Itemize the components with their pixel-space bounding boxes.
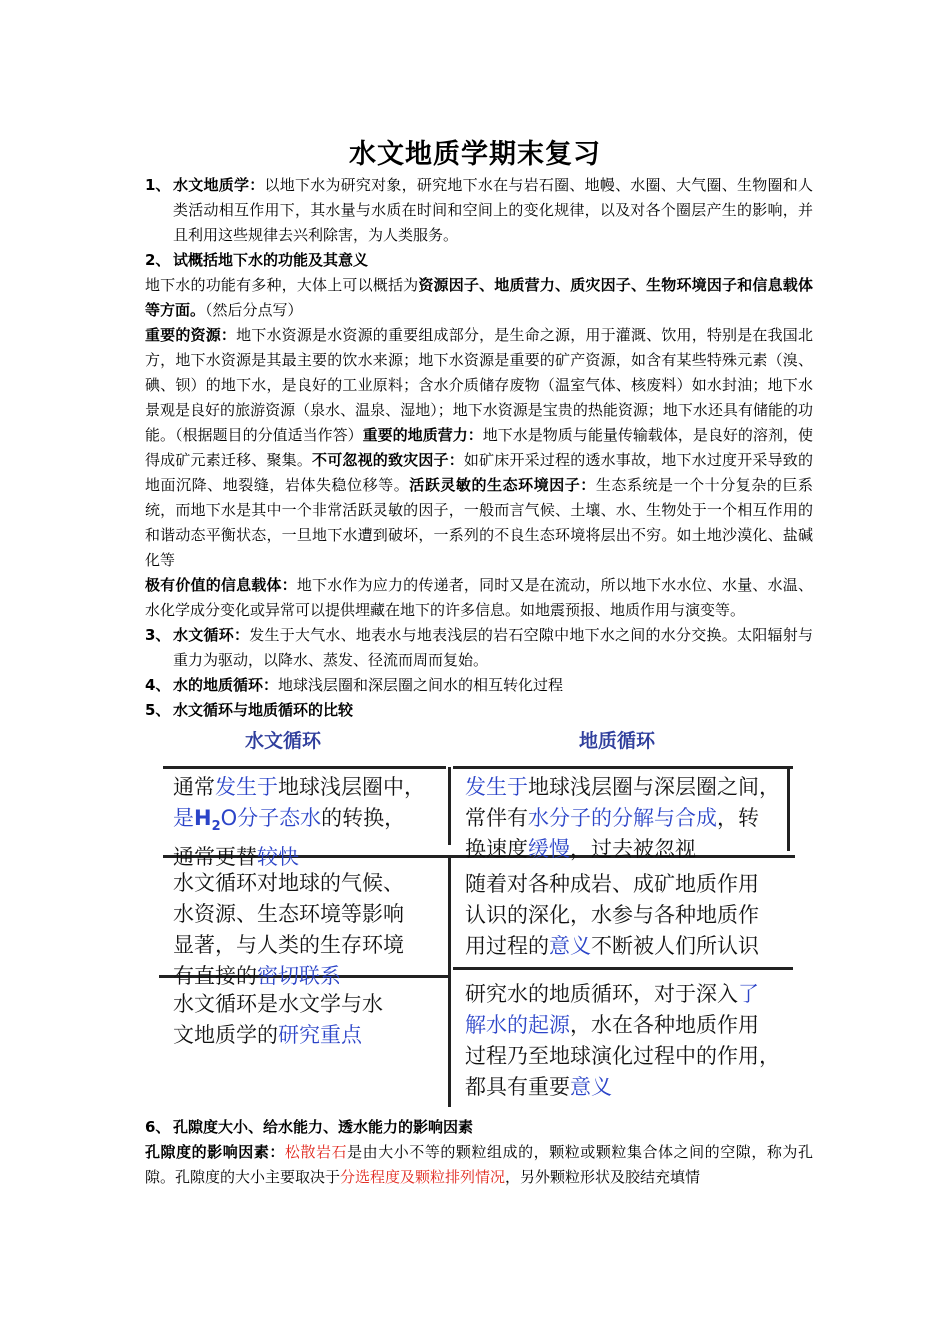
porosity-text: ，另外颗粒形状及胶结充填情 <box>505 1168 701 1186</box>
cell-text: 不断被人们所认识 <box>591 934 759 958</box>
section-label: 水文地质学： <box>173 176 265 194</box>
cell-text: 文地质学的 <box>173 1023 278 1047</box>
section-heading: 水文循环与地质循环的比较 <box>173 701 354 719</box>
cell-text: 换速度 <box>465 837 528 861</box>
cell-text: 水文循环对地球的气候、 <box>173 871 404 895</box>
geologic-cell-2 <box>465 869 797 962</box>
cell-text: 的转换， <box>321 806 406 830</box>
section-5 <box>145 698 813 723</box>
cell-highlight: 发生于 <box>465 775 528 799</box>
cell-text: 常伴有 <box>465 806 528 830</box>
cell-highlight: O分子态水 <box>220 806 322 830</box>
section-1 <box>145 173 813 248</box>
cell-text: 地球浅层圈中， <box>278 775 425 799</box>
cell-highlight: 较快 <box>257 845 299 870</box>
cell-text: 通常 <box>173 775 215 799</box>
right-column-header: 地质循环 <box>579 730 656 752</box>
paragraph-functions <box>145 323 813 573</box>
resource-label: 重要的资源： <box>145 326 237 344</box>
cell-text: 地球浅层圈与深层圈之间， <box>528 775 780 799</box>
cell-text: 随着对各种成岩、成矿地质作用 <box>465 872 759 896</box>
divider-line <box>453 766 793 769</box>
divider-line <box>448 767 451 845</box>
cell-highlight: 缓慢 <box>528 837 570 861</box>
eco-text: 生态系统是一个十分复杂的巨系统，而地下水是其中一个非常活跃灵敏的因子，一般而言气候、土壤、水、生物处于一个相互作用的和谐动态平衡状态，一旦地下水遭到破坏，一系列的不良生态环境将层出不穷。如土地沙漠化、盐碱化等 <box>145 476 813 569</box>
cell-highlight: 解水的起源 <box>465 1013 570 1037</box>
section-number: 4、 <box>145 676 171 694</box>
cell-text: 水文循环是水文学与水 <box>173 992 383 1016</box>
cell-text: 研究水的地质循环，对于深入 <box>465 982 738 1006</box>
hydrologic-cell-3 <box>173 989 447 1051</box>
resource-text: 地下水资源是水资源的重要组成部分，是生命之源，用于灌溉、饮用，特别是在我国北方，地下水资源是其最主要的饮水来源；地下水资源是重要的矿产资源，如含有某些特殊元素（溴、碘、钡）的地下水，是良好的工业原料；含水介质储存废物（温室气体、核废料）如水封油；地下水景观是良好的旅游资源（泉水、温泉、湿地）；地下水资源是宝贵的热能资源；地下水还具有储能的功能。（根据题目的分值适当作答） <box>145 326 813 444</box>
section-3 <box>145 623 813 673</box>
cell-text: 用过程的 <box>465 934 549 958</box>
cell-highlight: 密切联系 <box>257 964 341 988</box>
section-number: 6、 <box>145 1118 171 1136</box>
cell-text: 过程乃至地球演化过程中的作用， <box>465 1044 780 1068</box>
section-label: 水文循环： <box>173 626 250 644</box>
intro-note: （然后分点写） <box>205 301 303 319</box>
section-4 <box>145 673 813 698</box>
cell-highlight: 水分子的分解与合成 <box>528 806 717 830</box>
section-6-heading <box>145 1115 813 1140</box>
divider-line <box>448 855 451 1107</box>
disaster-label: 不可忽视的致灾因子： <box>312 451 464 469</box>
cell-text: 水资源、生态环境等影响 <box>173 902 404 926</box>
paragraph-info-carrier <box>145 573 813 623</box>
info-label: 极有价值的信息载体： <box>145 576 297 594</box>
section-label: 水的地质循环： <box>173 676 279 694</box>
porosity-highlight: 分选程度及颗粒排列情况 <box>340 1168 506 1186</box>
section-text: 发生于大气水、地表水与地表浅层的岩石空隙中地下水之间的水分交换。太阳辐射与重力为驱动，以降水、蒸发、径流而周而复始。 <box>173 626 813 669</box>
cell-text: ，转 <box>717 806 759 830</box>
cell-text: ，水在各种地质作用 <box>570 1013 759 1037</box>
disaster-text: 如矿床开采过程的透水事故，地下水过度开采导致的地面沉降、地裂缝，岩体失稳位移等。 <box>145 451 813 494</box>
section-number: 5、 <box>145 701 171 719</box>
section-heading: 孔隙度大小、给水能力、透水能力的影响因素 <box>173 1118 474 1136</box>
geologic-agent-text: 地下水是物质与能量传输载体，是良好的溶剂，使得成矿元素迁移、聚集。 <box>145 426 813 469</box>
paragraph-intro <box>145 273 813 323</box>
cell-text: 有直接的 <box>173 964 257 988</box>
cell-highlight: H <box>194 806 212 830</box>
porosity-text: 是由大小不等的颗粒组成的，颗粒或颗粒集合体之间的空隙，称为孔隙。孔隙度的大小主要取决于 <box>145 1143 813 1186</box>
eco-label: 活跃灵敏的生态环境因子： <box>409 476 596 494</box>
paragraph-porosity <box>145 1140 813 1190</box>
section-text: 地球浅层圈和深层圈之间水的相互转化过程 <box>278 676 564 694</box>
porosity-label: 孔隙度的影响因素： <box>145 1143 285 1161</box>
porosity-highlight: 松散岩石 <box>284 1143 348 1161</box>
section-number: 2、 <box>145 251 171 269</box>
geologic-cell-1 <box>465 772 797 865</box>
cell-text: 都具有重要 <box>465 1075 570 1099</box>
section-heading: 试概括地下水的功能及其意义 <box>173 251 369 269</box>
cell-text: ，过去被忽视 <box>570 837 696 861</box>
section-text: 以地下水为研究对象，研究地下水在与岩石圈、地幔、水圈、大气圈、生物圈和人类活动相互作用下，其水量与水质在时间和空间上的变化规律，以及对各个圈层产生的影响，并且利用这些规律去兴利除害，为人类服务。 <box>173 176 813 244</box>
cell-subscript: 2 <box>211 819 221 835</box>
section-number: 1、 <box>145 176 171 194</box>
left-column-header: 水文循环 <box>245 730 322 752</box>
info-text: 地下水作为应力的传递者，同时又是在流动，所以地下水水位、水量、水温、水化学成分变化或异常可以提供埋藏在地下的许多信息。如地震预报、地质作用与演变等。 <box>145 576 813 619</box>
section-2-heading <box>145 248 813 273</box>
divider-line <box>163 766 446 769</box>
cell-highlight: 发生于 <box>215 775 278 799</box>
document-title: 水文地质学期末复习 <box>349 139 601 170</box>
comparison-figure <box>159 729 799 1107</box>
cell-highlight: 意义 <box>549 934 591 958</box>
divider-line <box>453 967 793 970</box>
hydrologic-cell-2 <box>173 868 447 992</box>
cell-highlight: 是 <box>173 806 194 830</box>
geologic-agent-label: 重要的地质营力： <box>362 426 483 444</box>
cell-text: 通常更替 <box>173 845 257 870</box>
cell-highlight: 研究重点 <box>278 1023 362 1047</box>
cell-text: 认识的深化，水参与各种地质作 <box>465 903 759 927</box>
intro-text: 地下水的功能有多种，大体上可以概括为 <box>145 276 419 294</box>
section-number: 3、 <box>145 626 171 644</box>
cell-text: 显著，与人类的生存环境 <box>173 933 404 957</box>
hydrologic-cell-1 <box>173 772 447 873</box>
geologic-cell-3 <box>465 979 797 1103</box>
cell-highlight: 了 <box>738 982 759 1006</box>
intro-bold-text: 资源因子、地质营力、质灾因子、生物环境因子和信息载体等方面。 <box>145 276 813 319</box>
cell-highlight: 意义 <box>570 1075 612 1099</box>
document-body <box>145 173 813 1190</box>
